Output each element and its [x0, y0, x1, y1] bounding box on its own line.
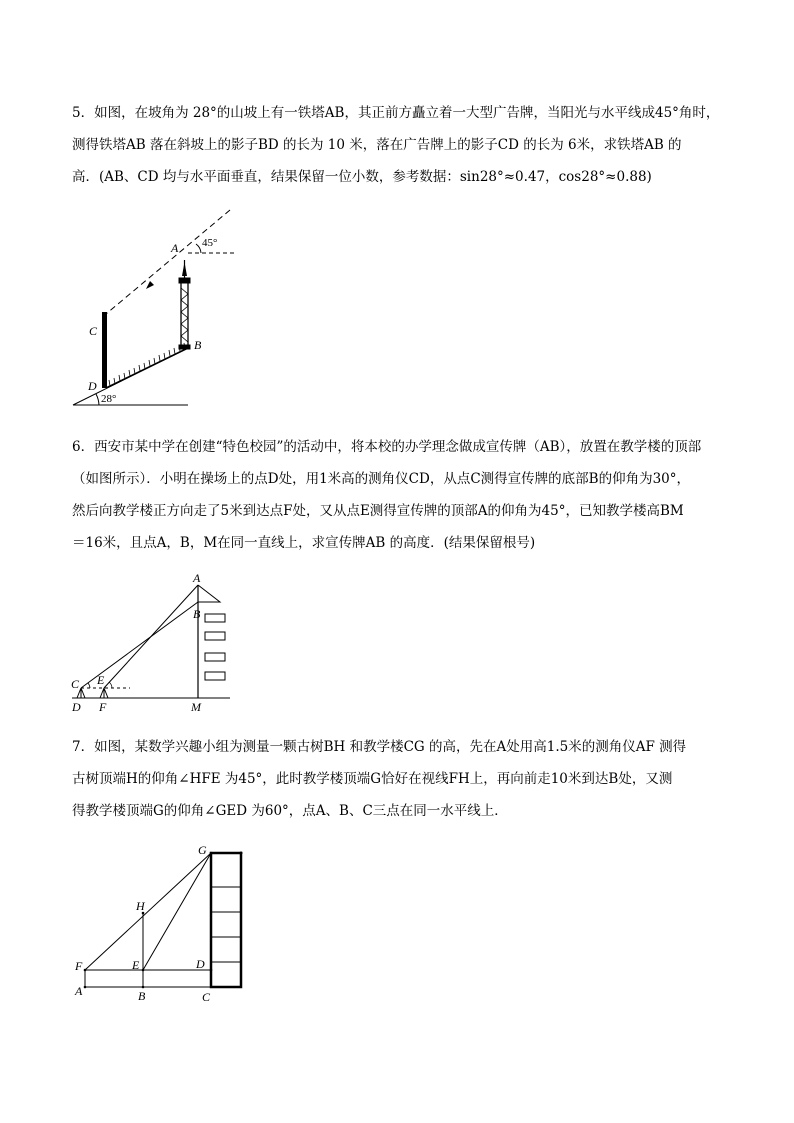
problem-5-line-2: 测得铁塔AB 落在斜坡上的影子BD 的长为 10 米，落在广告牌上的影子CD 的长为 6米，求铁塔AB 的 [72, 137, 682, 153]
sight-line-F-G [85, 853, 211, 970]
problem-5-text [72, 97, 732, 193]
label-M: M [191, 700, 201, 714]
problem-7-text [72, 731, 732, 827]
label-A: A [193, 571, 201, 585]
problem-6-figure [60, 565, 250, 715]
label-G: G [198, 843, 207, 857]
iron-tower [179, 260, 190, 349]
angle-arc-30 [88, 683, 90, 688]
instrument-EF [100, 688, 108, 698]
angle-arc-28 [96, 394, 99, 405]
sight-line-E-G [143, 853, 211, 970]
label-A: A [171, 241, 179, 255]
slope-hatching [109, 343, 185, 386]
label-B: B [193, 607, 201, 621]
billboard [102, 312, 107, 388]
problem-6-line-4: ＝16米，且点A，B，M在同一直线上，求宣传牌AB 的高度．(结果保留根号) [72, 535, 536, 551]
problem-7-line-1: 7．如图，某数学兴趣小组为测量一颗古树BH 和教学楼CG 的高，先在A处用高1.5米的测角仪AF 测得 [72, 739, 687, 755]
angle-arc-45 [109, 682, 112, 688]
sign-AB [198, 585, 220, 602]
problem-7-figure [65, 840, 265, 1010]
label-E: E [132, 958, 140, 972]
problem-6-line-1: 6．西安市某中学在创建“特色校园”的活动中，将本校的办学理念做成宣传牌（AB），放置在教学楼的顶部 [72, 439, 702, 455]
building-windows [205, 614, 225, 680]
building-CG [211, 853, 241, 987]
angle-45-label: 45° [202, 237, 218, 249]
label-C: C [202, 990, 211, 1004]
points [84, 852, 213, 989]
angle-28-label: 28° [101, 393, 117, 405]
label-C: C [71, 677, 80, 691]
ray-arrow [146, 281, 154, 289]
label-D: D [196, 957, 205, 971]
label-C: C [89, 324, 98, 338]
problem-6-text [72, 431, 732, 559]
problem-5-line-3: 高．(AB、CD 均与水平面垂直，结果保留一位小数，参考数据：sin28°≈0.47，cos28°≈0.88) [72, 169, 652, 185]
label-A: A [75, 984, 83, 998]
building-floors [211, 887, 241, 962]
problem-5-line-1: 5．如图，在坡角为 28°的山坡上有一铁塔AB，其正前方矗立着一大型广告牌，当阳光与水平线成45°角时， [72, 105, 720, 121]
label-F: F [75, 959, 83, 973]
label-B: B [138, 989, 146, 1003]
label-H: H [136, 899, 145, 913]
problem-6-line-2: （如图所示）．小明在操场上的点D处，用1米高的测角仪CD，从点C测得宣传牌的底部B的仰角为30°， [72, 471, 690, 487]
problem-6-line-3: 然后向教学楼正方向走了5米到达点F处，又从点E测得宣传牌的顶部A的仰角为45°，已知教学楼高BM [72, 503, 684, 519]
angle-arc-45 [196, 244, 201, 253]
label-E: E [97, 673, 105, 687]
problem-7-line-2: 古树顶端H的仰角∠HFE 为45°，此时教学楼顶端G恰好在视线FH上，再向前走10米到达B处，又测 [72, 771, 673, 787]
label-F: F [99, 700, 107, 714]
problem-7-line-3: 得教学楼顶端G的仰角∠GED 为60°，点A、B、C三点在同一水平线上． [72, 803, 508, 819]
problem-5-figure [60, 200, 260, 415]
sight-line-E-A [104, 585, 198, 688]
label-D: D [88, 379, 97, 393]
label-B: B [194, 338, 202, 352]
sun-ray [106, 210, 230, 314]
label-D: D [72, 700, 81, 714]
